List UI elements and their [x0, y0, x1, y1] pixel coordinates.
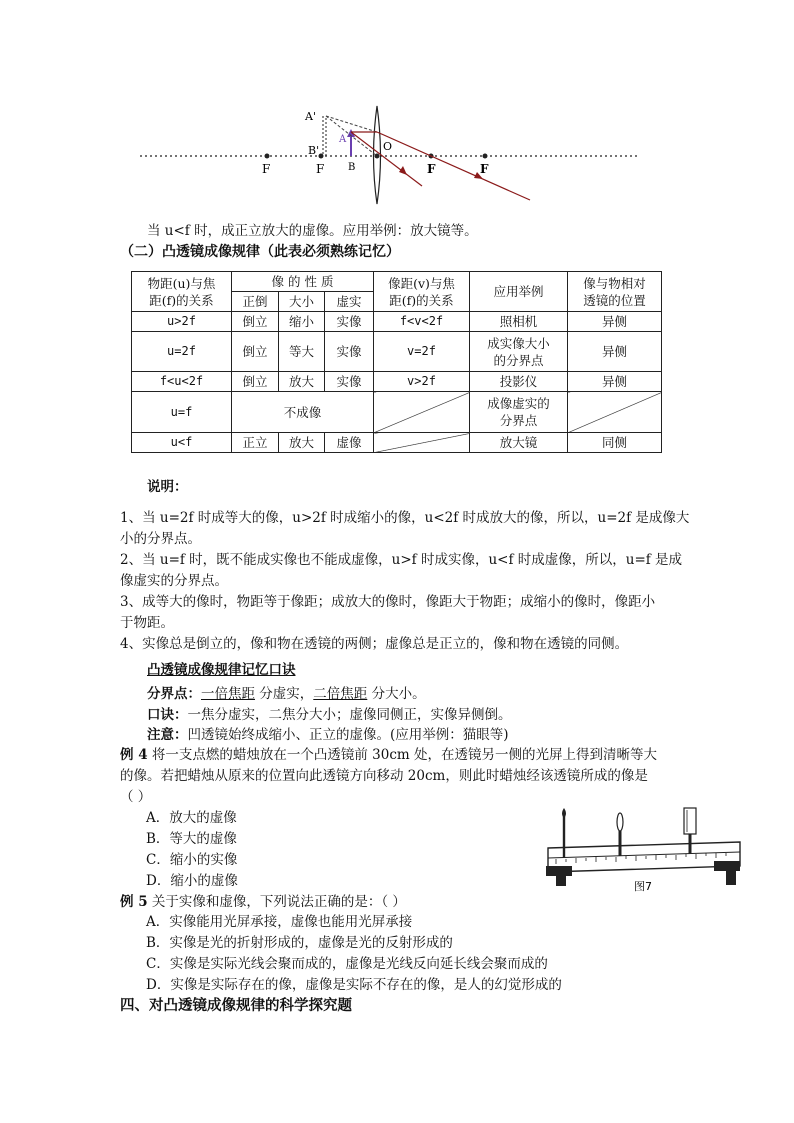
table-cell: 实像 — [325, 372, 374, 392]
mnemonic-note: 注意：凹透镜始终成缩小、正立的虚像。(应用举例：猫眼等) — [147, 727, 509, 743]
table-cell: u>2f — [132, 312, 232, 332]
label-f: F — [316, 162, 325, 176]
example-4-line: 的像。若把蜡烛从原来的位置向此透镜方向移动 20cm，则此时蜡烛经该透镜所成的像是 — [120, 768, 648, 784]
label-b-prime: B' — [308, 144, 320, 157]
table-cell: 虚像 — [325, 433, 374, 453]
figure-label: 图7 — [634, 880, 652, 893]
header-kind: 虚实 — [325, 292, 374, 312]
header-image-distance: 像距(v)与焦 距(f)的关系 — [374, 272, 470, 312]
table-cell: 正立 — [232, 433, 279, 453]
label-o: O — [383, 140, 393, 153]
mnemonic-title: 凸透镜成像规律记忆口诀 — [147, 662, 296, 678]
table-row — [132, 312, 662, 332]
focal-point — [319, 154, 324, 159]
table-cell: 倒立 — [232, 312, 279, 332]
table-row — [132, 433, 662, 453]
table-cell: u<f — [132, 433, 232, 453]
section-title: （二）凸透镜成像规律（此表必须熟练记忆） — [120, 244, 400, 260]
table-cell: f<v<2f — [374, 312, 470, 332]
table-cell: 异侧 — [568, 372, 662, 392]
header-size: 大小 — [279, 292, 325, 312]
example-5-stem: 例 5 关于实像和虚像，下列说法正确的是：（ ） — [120, 894, 406, 910]
label-b: B — [348, 162, 356, 173]
note-line: 于物距。 — [120, 615, 174, 631]
label-f: F — [427, 162, 436, 176]
ray-diagram — [140, 104, 640, 208]
header-relative-position: 像与物相对 透镜的位置 — [568, 272, 662, 312]
imaging-rules-table — [131, 271, 662, 453]
table-row — [132, 392, 662, 433]
table-cell: u=2f — [132, 332, 232, 372]
option-item: D．缩小的虚像 — [146, 873, 238, 889]
table-cell: 放大 — [279, 372, 325, 392]
note-line: 1、当 u=2f 时成等大的像，u>2f 时成缩小的像，u<2f 时成放大的像，所以，u=2f 是成像大 — [120, 510, 690, 526]
table-cell: v>2f — [374, 372, 470, 392]
table-cell: 放大 — [279, 433, 325, 453]
empty-diagonal-cell — [374, 392, 470, 433]
option-item: A．实像能用光屏承接，虚像也能用光屏承接 — [146, 914, 413, 930]
option-item: B．实像是光的折射形成的，虚像是光的反射形成的 — [146, 935, 453, 951]
empty-diagonal-cell — [374, 433, 470, 453]
note-line: 3、成等大的像时，物距等于像距；成放大的像时，像距大于物距；成缩小的像时，像距小 — [120, 594, 656, 610]
option-item: C．实像是实际光线会聚而成的，虚像是光线反向延长线会聚而成的 — [146, 956, 548, 972]
note-line: 2、当 u=f 时，既不能成实像也不能成虚像，u>f 时成实像，u<f 时成虚像，所以，u=f 是成 — [120, 552, 683, 568]
intro-line: 当 u<f 时，成正立放大的虚像。应用举例：放大镜等。 — [147, 223, 478, 239]
table-cell: 实像 — [325, 312, 374, 332]
mnemonic-chant: 口诀：一焦分虚实，二焦分大小；虚像同侧正，实像异侧倒。 — [147, 707, 512, 723]
header-image-nature: 像 的 性 质 — [232, 272, 374, 292]
table-cell: 同侧 — [568, 433, 662, 453]
table-cell: v=2f — [374, 332, 470, 372]
example-4-line: 例 4 将一支点燃的蜡烛放在一个凸透镜前 30cm 处，在透镜另一侧的光屏上得到清晰等大 — [120, 747, 658, 763]
table-cell: 投影仪 — [470, 372, 568, 392]
table-cell: 不成像 — [232, 392, 374, 433]
table-cell: 成实像大小 的分界点 — [470, 332, 568, 372]
header-application: 应用举例 — [470, 272, 568, 312]
example-4-paren: （ ） — [120, 789, 152, 805]
table-cell: 等大 — [279, 332, 325, 372]
focal-point — [265, 154, 270, 159]
table-cell: 倒立 — [232, 372, 279, 392]
optical-bench-figure — [544, 806, 746, 896]
table-cell: 异侧 — [568, 312, 662, 332]
label-a: A — [339, 134, 347, 145]
notes-title: 说明： — [147, 479, 188, 495]
option-item: A．放大的虚像 — [146, 810, 237, 826]
note-line: 小的分界点。 — [120, 531, 201, 547]
table-cell: u=f — [132, 392, 232, 433]
table-cell: 照相机 — [470, 312, 568, 332]
table-row — [132, 332, 662, 372]
table-header-row — [132, 272, 662, 292]
table-cell: f<u<2f — [132, 372, 232, 392]
header-orientation: 正倒 — [232, 292, 279, 312]
option-item: B．等大的虚像 — [146, 831, 237, 847]
note-line: 像虚实的分界点。 — [120, 573, 228, 589]
table-cell: 放大镜 — [470, 433, 568, 453]
table-cell: 实像 — [325, 332, 374, 372]
table-cell: 倒立 — [232, 332, 279, 372]
label-f: F — [262, 162, 271, 176]
table-row — [132, 372, 662, 392]
note-line: 4、实像总是倒立的，像和物在透镜的两侧；虚像总是正立的，像和物在透镜的同侧。 — [120, 636, 629, 652]
table-cell: 异侧 — [568, 332, 662, 372]
table-cell: 成像虚实的 分界点 — [470, 392, 568, 433]
empty-diagonal-cell — [568, 392, 662, 433]
table-cell: 缩小 — [279, 312, 325, 332]
mnemonic-boundary: 分界点：一倍焦距 分虚实，二倍焦距 分大小。 — [147, 686, 426, 702]
section-4-title: 四、对凸透镜成像规律的科学探究题 — [120, 997, 352, 1014]
header-object-distance: 物距(u)与焦 距(f)的关系 — [132, 272, 232, 312]
option-item: C．缩小的实像 — [146, 852, 238, 868]
option-item: D．实像是实际存在的像，虚像是实际不存在的像，是人的幻觉形成的 — [146, 977, 562, 993]
label-f: F — [480, 162, 489, 176]
label-a-prime: A' — [305, 110, 316, 123]
focal-point — [483, 154, 488, 159]
